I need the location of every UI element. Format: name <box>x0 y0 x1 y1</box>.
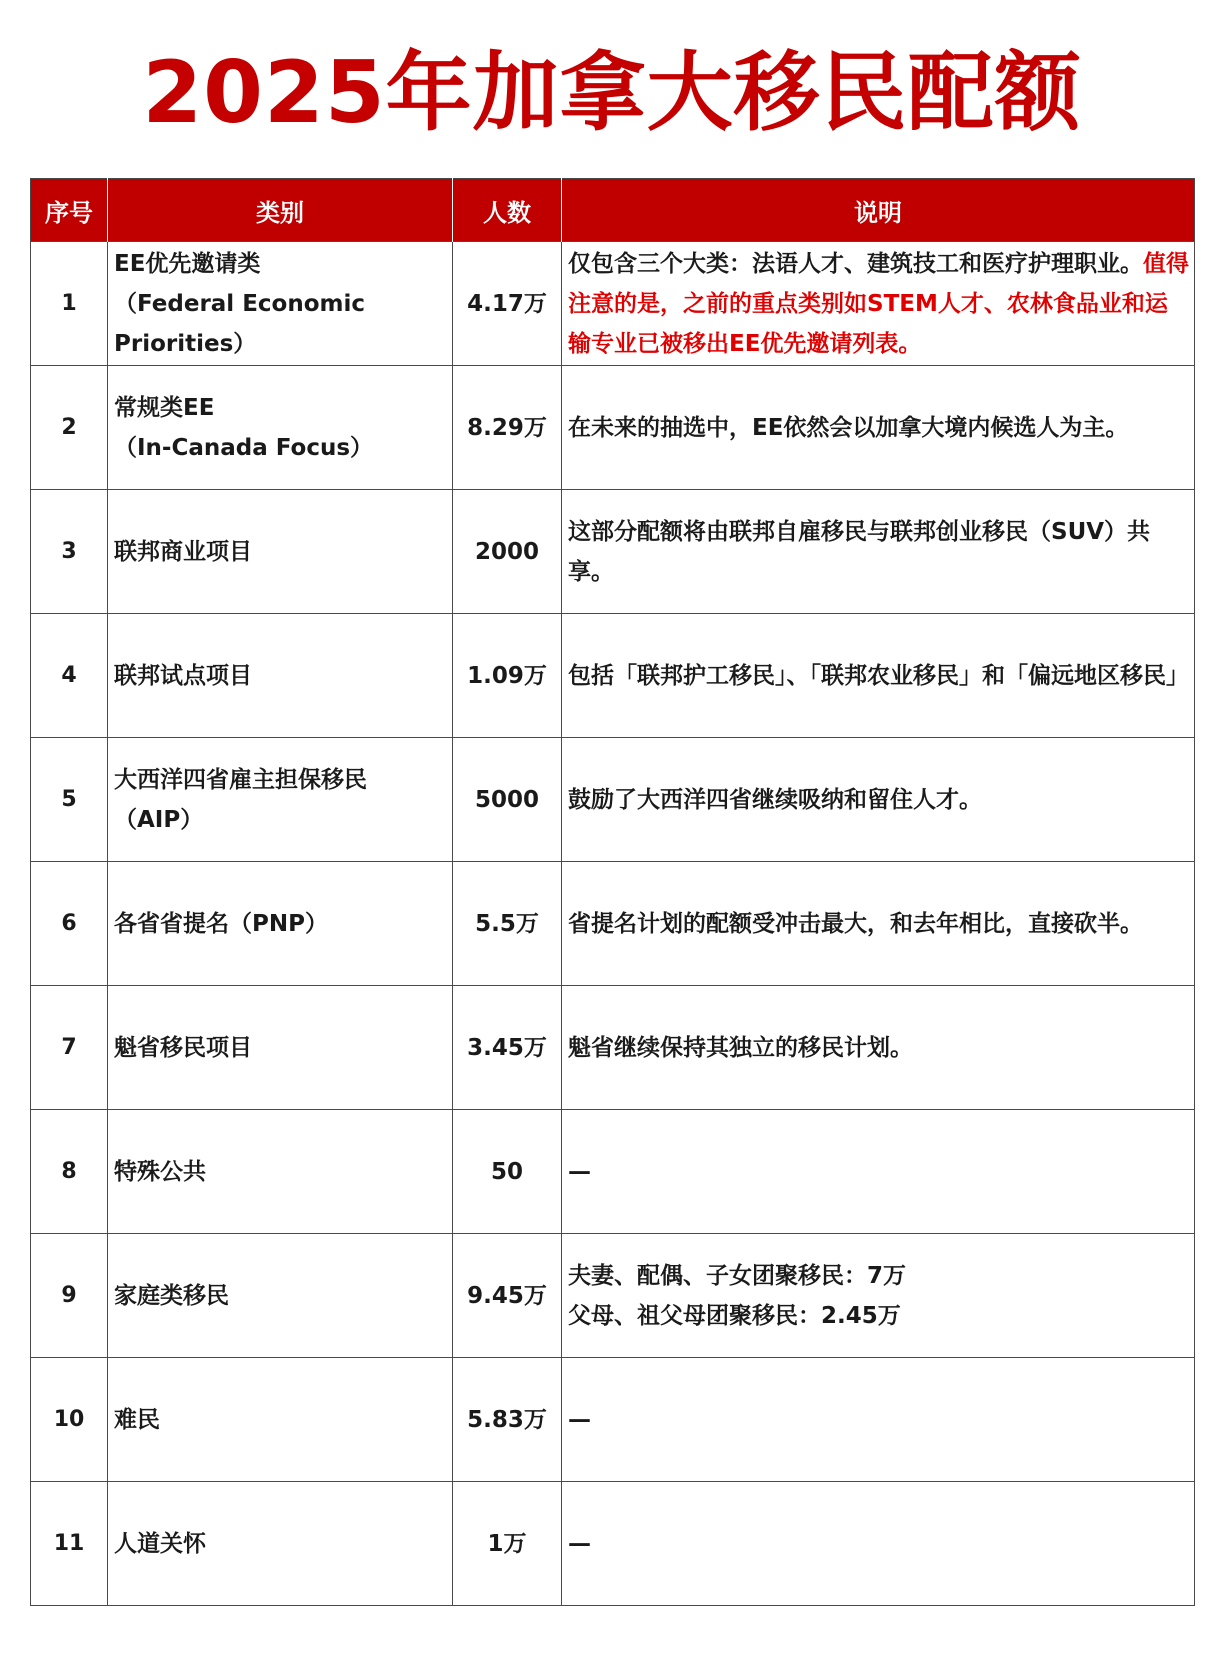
description-text: 这部分配额将由联邦自雇移民与联邦创业移民（SUV）共享。 <box>568 518 1151 585</box>
row-description <box>562 1234 1195 1358</box>
table-row <box>31 614 1195 738</box>
row-description <box>562 1110 1195 1234</box>
row-index: 1 <box>31 242 108 366</box>
row-count: 1.09万 <box>453 614 562 738</box>
table-row <box>31 1482 1195 1606</box>
row-index: 9 <box>31 1234 108 1358</box>
row-index: 2 <box>31 366 108 490</box>
row-count: 5000 <box>453 738 562 862</box>
row-description <box>562 862 1195 986</box>
table-header-row <box>31 179 1195 242</box>
description-highlight: 值得注意的是，之前的重点类别如STEM人才、农林食品业和运输专业已被移出EE优先邀请列表。 <box>568 250 1189 357</box>
row-description <box>562 614 1195 738</box>
row-count: 1万 <box>453 1482 562 1606</box>
header-count: 人数 <box>453 179 562 242</box>
description-text: — <box>568 1158 591 1185</box>
row-index: 4 <box>31 614 108 738</box>
row-index: 10 <box>31 1358 108 1482</box>
header-description: 说明 <box>562 179 1195 242</box>
row-category: 常规类EE （In-Canada Focus） <box>108 366 453 490</box>
row-category: 魁省移民项目 <box>108 986 453 1110</box>
description-text: — <box>568 1530 591 1557</box>
row-category: 大西洋四省雇主担保移民 （AIP） <box>108 738 453 862</box>
row-count: 5.5万 <box>453 862 562 986</box>
table-row <box>31 862 1195 986</box>
table-row <box>31 738 1195 862</box>
table-row <box>31 242 1195 366</box>
row-description <box>562 1482 1195 1606</box>
row-count: 4.17万 <box>453 242 562 366</box>
description-text: 包括「联邦护工移民」、「联邦农业移民」和「偏远地区移民」 <box>568 662 1189 689</box>
description-text: 夫妻、配偶、子女团聚移民：7万 父母、祖父母团聚移民：2.45万 <box>568 1262 907 1329</box>
table-row <box>31 366 1195 490</box>
row-count: 5.83万 <box>453 1358 562 1482</box>
page-title: 2025年加拿大移民配额 <box>142 43 1082 143</box>
row-description <box>562 986 1195 1110</box>
row-count: 8.29万 <box>453 366 562 490</box>
table-row <box>31 1358 1195 1482</box>
quota-table <box>30 178 1195 1606</box>
row-description <box>562 738 1195 862</box>
row-category: 联邦试点项目 <box>108 614 453 738</box>
row-category: 人道关怀 <box>108 1482 453 1606</box>
description-text: 魁省继续保持其独立的移民计划。 <box>568 1034 913 1061</box>
table-row <box>31 1110 1195 1234</box>
row-description <box>562 242 1195 366</box>
row-category: 难民 <box>108 1358 453 1482</box>
row-index: 5 <box>31 738 108 862</box>
row-category: 联邦商业项目 <box>108 490 453 614</box>
row-index: 11 <box>31 1482 108 1606</box>
row-category: EE优先邀请类 （Federal Economic Priorities） <box>108 242 453 366</box>
row-index: 8 <box>31 1110 108 1234</box>
row-count: 3.45万 <box>453 986 562 1110</box>
row-index: 6 <box>31 862 108 986</box>
row-description <box>562 366 1195 490</box>
table-row <box>31 490 1195 614</box>
description-text: 在未来的抽选中，EE依然会以加拿大境内候选人为主。 <box>568 414 1129 441</box>
table-row <box>31 986 1195 1110</box>
row-category: 各省省提名（PNP） <box>108 862 453 986</box>
row-index: 3 <box>31 490 108 614</box>
row-category: 家庭类移民 <box>108 1234 453 1358</box>
header-category: 类别 <box>108 179 453 242</box>
table-body <box>31 242 1195 1606</box>
row-count: 50 <box>453 1110 562 1234</box>
row-category: 特殊公共 <box>108 1110 453 1234</box>
row-count: 2000 <box>453 490 562 614</box>
row-description <box>562 1358 1195 1482</box>
row-count: 9.45万 <box>453 1234 562 1358</box>
description-text: 鼓励了大西洋四省继续吸纳和留住人才。 <box>568 786 982 813</box>
description-text: — <box>568 1406 591 1433</box>
row-index: 7 <box>31 986 108 1110</box>
row-description <box>562 490 1195 614</box>
header-index: 序号 <box>31 179 108 242</box>
description-text: 省提名计划的配额受冲击最大，和去年相比，直接砍半。 <box>568 910 1143 937</box>
description-text: 仅包含三个大类：法语人才、建筑技工和医疗护理职业。 <box>568 250 1143 277</box>
table-row <box>31 1234 1195 1358</box>
